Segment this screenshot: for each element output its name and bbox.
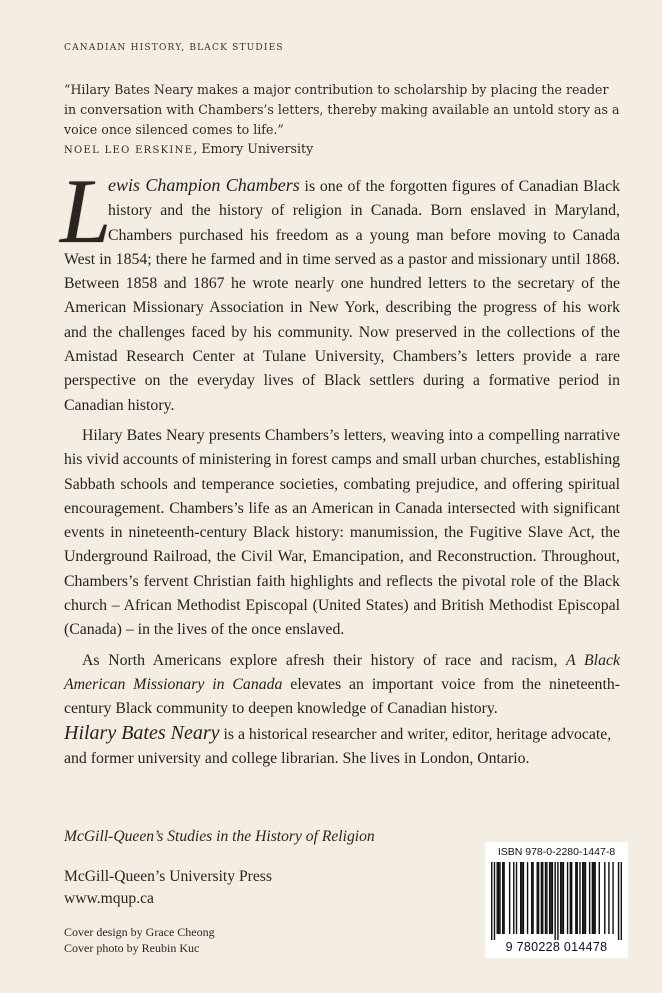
barcode-bar — [541, 862, 542, 934]
barcode-bar — [538, 862, 539, 934]
isbn-barcode — [485, 842, 628, 958]
barcode-bar — [567, 862, 568, 934]
book-title: A Black American Missionary in Canada — [64, 651, 620, 693]
drop-cap: L — [60, 160, 112, 262]
paragraph-3-start: As North Americans explore afresh their history of race and racism, — [82, 651, 567, 669]
barcode-bar — [599, 862, 600, 934]
publisher-info — [64, 866, 272, 910]
isbn-label: ISBN 978-0-2280-1447-8 — [497, 846, 616, 858]
barcode-bar — [579, 862, 580, 934]
barcode-bar — [532, 862, 533, 934]
author-bio — [64, 721, 620, 772]
paragraph-1-text: is one of the forgotten figures of Canadian Black history and the history of religion in Canada. Born enslaved in Maryland, Chambers purchased his freedom as a young man before moving to Canada West in 1854; there he farmed and in time served as a pastor and missionary until 1868. Between 1858 and 1867 he wrote nearly one hundred letters to the secretary of the American Missionary Association in New York, describing the progress of his work and the challenges faced by his community. Now preserved in the collections of the Amistad Research Center at Tulane University, Chambers’s letters provide a rare perspective on the everyday lives of Black settlers during a formative period in Canadian history. — [64, 178, 620, 414]
description-paragraph-2: Hilary Bates Neary presents Chambers’s letters, weaving into a compelling narrative his vivid accounts of ministering in forest camps and small urban churches, establishing Sabbath schools and temperance societies, combating prejudice, and offering spiritual encouragement. Chambers’s life as an American in Canada intersected with significant events in nineteenth-century Black history: manumission, the Fugitive Slave Act, the Underground Railroad, the Civil War, Emancipation, and Reconstruction. Throughout, Chambers’s fervent Christian faith highlights and reflects the pivotal role of the Black church – African Methodist Episcopal (United States) and British Methodist Episcopal (Canada) – in the lives of the once enslaved. — [64, 426, 620, 639]
author-name: Hilary Bates Neary — [64, 722, 220, 744]
barcode-bar — [499, 862, 500, 934]
barcode-bar — [618, 862, 619, 940]
barcode-bar — [498, 862, 499, 934]
barcode-bar — [594, 862, 595, 934]
cover-photo-credit: Cover photo by Reubin Kuc — [64, 941, 200, 955]
barcode-bar — [593, 862, 594, 934]
barcode-bar — [545, 862, 546, 934]
description-paragraph-1 — [60, 160, 620, 418]
barcode-bar — [563, 862, 564, 934]
barcode-bar — [612, 862, 613, 934]
barcode-bar — [608, 862, 609, 934]
barcode-bar — [585, 862, 586, 934]
barcode-bar — [497, 862, 498, 934]
barcode-bar — [494, 862, 495, 940]
barcode-bar — [552, 862, 553, 934]
barcode-digits: 9 780228 014478 — [505, 940, 608, 954]
category-label: CANADIAN HISTORY, BLACK STUDIES — [64, 43, 284, 53]
reviewer-name: NOEL LEO ERSKINE — [64, 145, 194, 156]
barcode-bar — [557, 862, 558, 940]
barcode-bar — [542, 862, 543, 934]
barcode-bar — [592, 862, 593, 934]
publisher-name: McGill-Queen’s University Press — [64, 868, 272, 885]
barcode-bar — [503, 862, 504, 934]
barcode-bar — [537, 862, 538, 934]
barcode-bar — [554, 862, 555, 940]
barcode-bar — [509, 862, 510, 934]
barcode-bar — [520, 862, 521, 934]
barcode-bar — [604, 862, 605, 934]
barcode-bar — [531, 862, 532, 934]
barcode-bar — [516, 862, 517, 934]
barcode-bar — [549, 862, 550, 934]
review-attribution — [64, 141, 313, 156]
barcode-bar — [582, 862, 583, 934]
barcode-bar — [621, 862, 622, 940]
barcode-bars — [491, 862, 622, 940]
reviewer-affiliation: , Emory University — [193, 141, 314, 156]
cover-credits — [64, 924, 215, 956]
barcode-bar — [571, 862, 572, 934]
barcode-bar — [561, 862, 562, 934]
barcode-bar — [491, 862, 492, 940]
publisher-url: www.mqup.ca — [64, 890, 154, 907]
series-title: McGill-Queen’s Studies in the History of Religion — [64, 828, 375, 845]
barcode-bar — [523, 862, 524, 934]
barcode-bar — [589, 862, 590, 934]
barcode-bar — [546, 862, 547, 934]
barcode-bar — [502, 862, 503, 934]
barcode-bar — [575, 862, 576, 934]
paragraph-3-rest: elevates an important voice from the nineteenth-century Black community to deepen knowledge of Canadian history. — [64, 675, 620, 718]
barcode-bar — [521, 862, 522, 934]
barcode-bar — [560, 862, 561, 934]
barcode-bar — [583, 862, 584, 934]
barcode-bar — [513, 862, 514, 934]
author-bio-text: is a historical researcher and writer, editor, heritage advocate, and former university and college librarian. She lives in London, Ontario. — [64, 726, 612, 768]
subject-name: ewis Champion Chambers — [108, 175, 300, 195]
barcode-bar — [570, 862, 571, 934]
review-quote: “Hilary Bates Neary makes a major contribution to scholarship by placing the reader in conversation with Chambers’s letters, thereby making available an untold story as a voice once silenced comes to life.” — [64, 82, 620, 137]
cover-design-credit: Cover design by Grace Cheong — [64, 925, 215, 939]
barcode-bar — [576, 862, 577, 934]
description-paragraph-3 — [64, 649, 620, 722]
barcode-bar — [527, 862, 528, 934]
barcode-bar — [550, 862, 551, 934]
description — [60, 160, 620, 722]
